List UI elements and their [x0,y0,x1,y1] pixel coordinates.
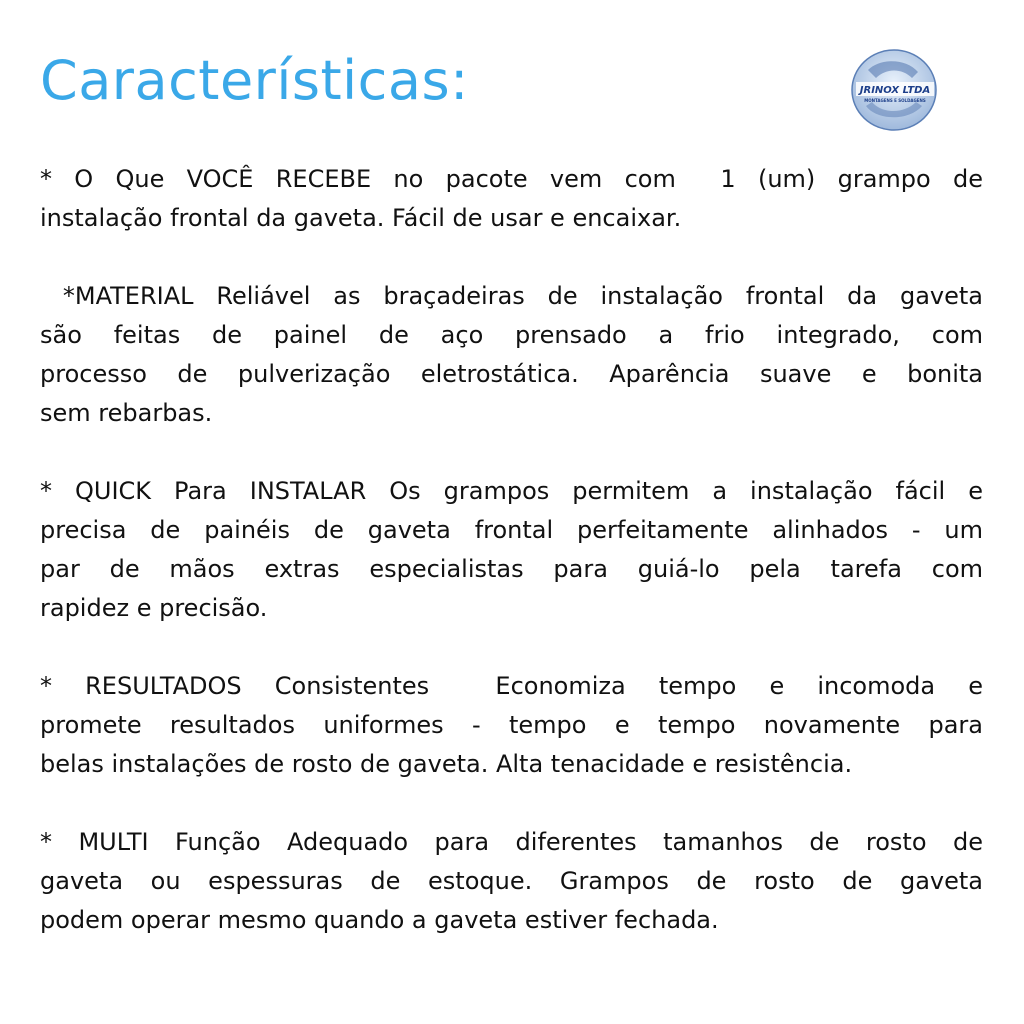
paragraph-line: par de mãos extras especialistas para guiá-lo pela tarefa com [40,555,983,583]
paragraph-line: instalação frontal da gaveta. Fácil de usar e encaixar. [40,204,682,232]
feature-paragraph [40,160,983,238]
company-logo [846,48,938,132]
paragraph-line: *MATERIAL Reliável as braçadeiras de instalação frontal da gaveta [40,282,983,310]
feature-paragraph [40,823,983,940]
paragraph-line: gaveta ou espessuras de estoque. Grampos de rosto de gaveta [40,867,983,895]
paragraph-line: rapidez e precisão. [40,594,268,622]
paragraph-line: processo de pulverização eletrostática. Aparência suave e bonita [40,360,983,388]
paragraph-line: podem operar mesmo quando a gaveta estiver fechada. [40,906,719,934]
paragraph-line: * QUICK Para INSTALAR Os grampos permitem a instalação fácil e [40,477,983,505]
feature-paragraph [40,277,983,433]
company-logo-badge-icon [846,48,938,132]
features-body [40,160,983,940]
logo-subtext: MONTAGENS E SOLDAGENS [864,98,926,103]
paragraph-line: * MULTI Função Adequado para diferentes tamanhos de rosto de [40,828,983,856]
logo-text: JRINOX LTDA [859,85,931,96]
paragraph-line: belas instalações de rosto de gaveta. Alta tenacidade e resistência. [40,750,853,778]
paragraph-line: * RESULTADOS Consistentes Economiza tempo e incomoda e [40,672,983,700]
paragraph-line: sem rebarbas. [40,399,213,427]
feature-paragraph [40,667,983,784]
paragraph-line: são feitas de painel de aço prensado a frio integrado, com [40,321,983,349]
paragraph-line: promete resultados uniformes - tempo e tempo novamente para [40,711,983,739]
page-title: Características: [40,49,469,112]
paragraph-line: precisa de painéis de gaveta frontal perfeitamente alinhados - um [40,516,983,544]
feature-paragraph [40,472,983,628]
paragraph-line: * O Que VOCÊ RECEBE no pacote vem com 1 (um) grampo de [40,165,983,193]
